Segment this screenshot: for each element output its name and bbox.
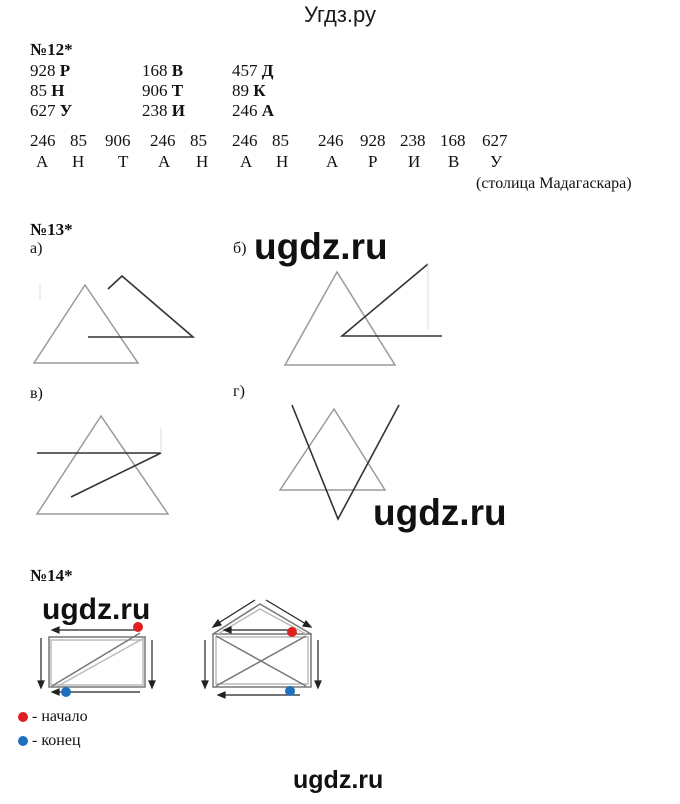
seq-number: 238 xyxy=(400,131,426,150)
seq-number: 246 xyxy=(232,131,258,150)
code-item: 168 В xyxy=(142,61,184,80)
watermark: ugdz.ru xyxy=(373,492,507,533)
figure-label-a: а) xyxy=(30,240,43,257)
seq-letter: И xyxy=(408,152,421,171)
code-item: 457 Д xyxy=(232,61,274,80)
seq-number: 85 xyxy=(190,131,207,150)
task14-number: №14* xyxy=(30,566,73,585)
seq-number: 246 xyxy=(150,131,176,150)
watermark: ugdz.ru xyxy=(254,226,388,267)
seq-number: 928 xyxy=(360,131,386,150)
seq-letter: А xyxy=(326,152,339,171)
legend-end-label: - конец xyxy=(32,732,81,749)
seq-number: 85 xyxy=(70,131,87,150)
watermark: ugdz.ru xyxy=(42,593,151,626)
seq-letter: А xyxy=(240,152,253,171)
start-dot-icon xyxy=(18,712,28,722)
task12-number: №12* xyxy=(30,40,73,59)
figure-label-b: б) xyxy=(233,240,247,257)
figure-label-v: в) xyxy=(30,385,43,402)
seq-number: 168 xyxy=(440,131,466,150)
code-item: 928 Р xyxy=(30,61,71,80)
seq-letter: У xyxy=(490,152,503,171)
watermark: ugdz.ru xyxy=(293,766,384,794)
seq-number: 246 xyxy=(30,131,56,150)
seq-number: 246 xyxy=(318,131,344,150)
seq-letter: Н xyxy=(276,152,289,171)
hint-text: (столица Мадагаскара) xyxy=(476,175,632,192)
code-item: 906 Т xyxy=(142,81,184,100)
seq-letter: Р xyxy=(368,152,378,171)
code-item: 246 А xyxy=(232,101,275,120)
code-item: 238 И xyxy=(142,101,185,120)
figure-label-g: г) xyxy=(233,383,245,400)
code-item: 85 Н xyxy=(30,81,65,100)
seq-letter: Т xyxy=(118,152,129,171)
seq-number: 627 xyxy=(482,131,508,150)
seq-number: 906 xyxy=(105,131,131,150)
legend-start-label: - начало xyxy=(32,708,88,725)
seq-letter: А xyxy=(158,152,171,171)
seq-letter: А xyxy=(36,152,49,171)
seq-letter: Н xyxy=(196,152,209,171)
seq-letter: В xyxy=(448,152,460,171)
task13-number: №13* xyxy=(30,220,73,239)
seq-letter: Н xyxy=(72,152,85,171)
code-item: 89 К xyxy=(232,81,266,100)
site-title: Угдз.ру xyxy=(303,2,377,27)
code-item: 627 У xyxy=(30,101,73,120)
seq-number: 85 xyxy=(272,131,289,150)
end-dot-icon xyxy=(18,736,28,746)
